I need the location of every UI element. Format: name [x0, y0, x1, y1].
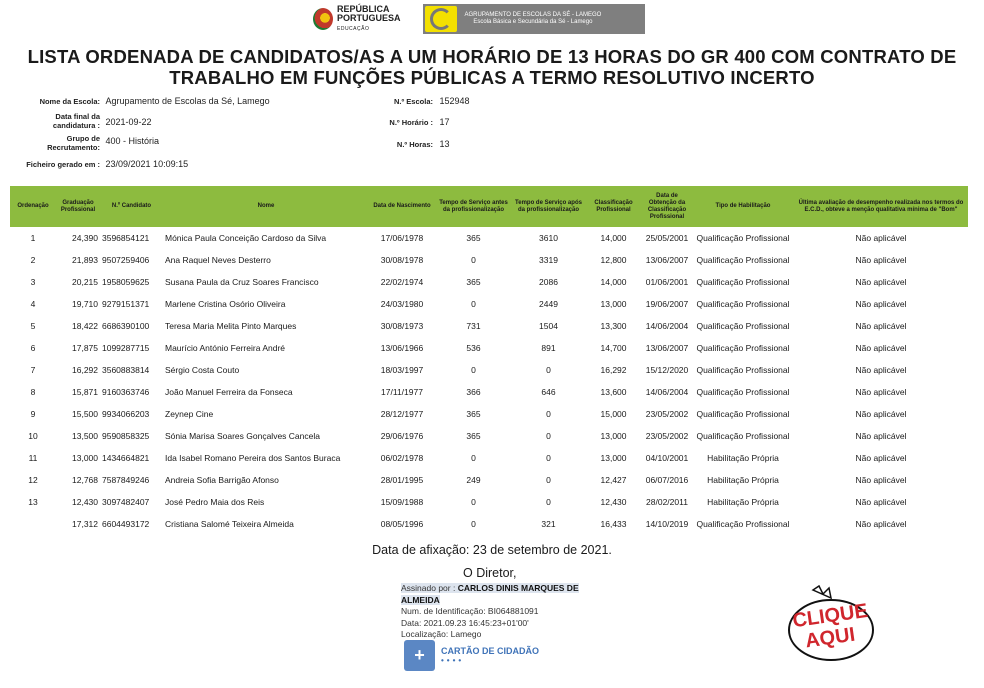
table-cell: 7	[30, 365, 36, 375]
table-header-row	[10, 186, 968, 227]
table-cell: 28/01/1995	[380, 475, 424, 485]
table-cell: 25/05/2001	[645, 233, 689, 243]
table-body	[10, 227, 968, 535]
table-cell: Habilitação Própria	[707, 453, 779, 463]
table-cell: 01/06/2001	[645, 277, 689, 287]
table-cell: 0	[471, 255, 476, 265]
table-cell: Sónia Marisa Soares Gonçalves Cancela	[165, 431, 320, 441]
table-cell: 13/06/1966	[380, 343, 424, 353]
table-cell: 16,292	[72, 365, 98, 375]
table-cell: 20,215	[72, 277, 98, 287]
column-header: Data de Obtenção da Classificação Profissional	[642, 186, 692, 227]
table-cell: Não aplicável	[855, 431, 907, 441]
page-title: LISTA ORDENADA DE CANDIDATOS/AS A UM HORÁRIO DE 13 HORAS DO GR 400 COM CONTRATO DE TRABALHO EM FUNÇÕES PÚBLICAS A TERMO RESOLUTIVO INCERTO	[27, 46, 957, 88]
table-cell: 06/07/2016	[645, 475, 689, 485]
meta-escola	[20, 96, 270, 106]
table-cell: 19,710	[72, 299, 98, 309]
table-row	[10, 491, 968, 513]
horario-value: 17	[439, 117, 450, 127]
table-cell: Qualificação Profissional	[696, 277, 790, 287]
table-cell: 6686390100	[102, 321, 150, 331]
sig-prefix: Assinado por :	[401, 583, 456, 593]
table-row	[10, 469, 968, 491]
table-cell: 22/02/1974	[380, 277, 424, 287]
table-cell: Não aplicável	[855, 475, 907, 485]
table-cell: Qualificação Profissional	[696, 233, 790, 243]
meta-ficheiro	[6, 159, 188, 169]
table-cell: 13	[28, 497, 38, 507]
table-cell: Teresa Maria Melita Pinto Marques	[165, 321, 297, 331]
table-cell: 9507259406	[102, 255, 150, 265]
table-cell: 2449	[539, 299, 558, 309]
nescola-label: N.º Escola:	[393, 97, 433, 106]
table-cell: 13,000	[600, 453, 627, 463]
table-cell: 0	[546, 453, 551, 463]
table-cell: 13,000	[600, 431, 627, 441]
table-cell: 14/06/2004	[645, 387, 689, 397]
table-cell: 13,000	[72, 453, 98, 463]
table-cell: Não aplicável	[855, 453, 907, 463]
table-row	[10, 425, 968, 447]
table-cell: Não aplicável	[855, 409, 907, 419]
cc-label: CARTÃO DE CIDADÃO	[441, 646, 539, 656]
rp-line2: PORTUGUESA	[337, 12, 401, 23]
table-cell: Maurício António Ferreira André	[165, 343, 286, 353]
school-emblem-icon	[425, 6, 457, 32]
table-cell: 3097482407	[102, 497, 150, 507]
rp-line1: REPÚBLICA	[337, 3, 390, 14]
grupo-value: 400 - História	[105, 136, 160, 146]
table-cell: 29/06/1976	[380, 431, 424, 441]
table-cell: Mónica Paula Conceição Cardoso da Silva	[165, 233, 327, 243]
table-cell: 2	[30, 255, 36, 265]
table-cell: 30/08/1978	[380, 255, 424, 265]
table-row	[10, 381, 968, 403]
table-cell: 1	[30, 233, 36, 243]
cartao-cidadao-icon: +	[404, 640, 435, 671]
table-cell: Não aplicável	[855, 233, 907, 243]
table-cell: 17,875	[72, 343, 98, 353]
table-cell: 17/06/1978	[380, 233, 424, 243]
table-cell: 23/05/2002	[645, 431, 689, 441]
table-cell: 365	[466, 277, 481, 287]
table-cell: 3	[30, 277, 36, 287]
column-header: Tempo de Serviço antes da profissionalização	[435, 186, 512, 227]
table-row	[10, 249, 968, 271]
horas-value: 13	[439, 139, 450, 149]
rp-sub: EDUCAÇÃO	[337, 25, 370, 32]
table-cell: 12,430	[72, 497, 98, 507]
hand-cursor-icon	[813, 586, 831, 598]
table-cell: José Pedro Maia dos Reis	[165, 497, 265, 507]
table-cell: 23/05/2002	[645, 409, 689, 419]
cartao-cidadao-logo	[404, 640, 539, 671]
table-cell: Não aplicável	[855, 365, 907, 375]
table-cell: João Manuel Ferreira da Fonseca	[165, 387, 293, 397]
column-header: Graduação Profissional	[56, 186, 100, 227]
table-cell: 28/02/2011	[646, 497, 688, 507]
table-cell: 19/06/2007	[645, 299, 689, 309]
table-cell: 15/12/2020	[645, 365, 689, 375]
horas-label: N.º Horas:	[396, 140, 433, 149]
cc-dots: ••••	[441, 656, 465, 665]
table-cell: Qualificação Profissional	[696, 519, 790, 529]
table-cell: 0	[471, 497, 476, 507]
table-cell: 1099287715	[102, 343, 150, 353]
meta-grupo	[20, 134, 159, 152]
table-row	[10, 359, 968, 381]
table-cell: Qualificação Profissional	[696, 343, 790, 353]
table-cell: 12,800	[600, 255, 627, 265]
column-header: N.º Candidato	[100, 186, 163, 227]
ficheiro-value: 23/09/2021 10:09:15	[105, 159, 189, 169]
table-cell: Zeynep Cine	[165, 409, 214, 419]
table-cell: 15,500	[72, 409, 98, 419]
table-cell: Ida Isabel Romano Pereira dos Santos Buraca	[165, 453, 341, 463]
table-cell: 13,300	[600, 321, 627, 331]
table-cell: 16,292	[600, 365, 627, 375]
table-cell: Não aplicável	[855, 255, 907, 265]
table-cell: Qualificação Profissional	[696, 299, 790, 309]
meta-horas	[380, 139, 450, 149]
sig-date: Data: 2021.09.23 16:45:23+01'00'	[401, 617, 529, 628]
table-cell: Qualificação Profissional	[696, 365, 790, 375]
table-cell: Habilitação Própria	[707, 497, 779, 507]
escola-label: Nome da Escola:	[39, 97, 100, 106]
table-cell: 9	[30, 409, 36, 419]
column-header: Classificação Profissional	[585, 186, 642, 227]
table-cell: 891	[541, 343, 556, 353]
column-header: Tipo de Habilitação	[692, 186, 794, 227]
table-cell: 1958059625	[102, 277, 150, 287]
table-cell: 536	[466, 343, 481, 353]
table-cell: 731	[466, 321, 481, 331]
table-cell: Qualificação Profissional	[696, 409, 790, 419]
table-cell: 06/02/1978	[380, 453, 424, 463]
table-row	[10, 337, 968, 359]
ficheiro-label: Ficheiro gerado em :	[26, 160, 100, 169]
table-cell: 16,433	[600, 519, 627, 529]
agrup-line2: Escola Básica e Secundária da Sé - Lamego	[473, 19, 593, 25]
table-cell: 12,768	[72, 475, 98, 485]
table-cell: 8	[30, 387, 36, 397]
column-header: Ordenação	[10, 186, 56, 227]
table-cell: 13,600	[600, 387, 627, 397]
table-cell: 6604493172	[102, 519, 150, 529]
table-cell: Não aplicável	[855, 277, 907, 287]
candidates-table	[10, 186, 968, 535]
table-cell: Não aplicável	[855, 321, 907, 331]
coat-of-arms-icon	[313, 8, 333, 30]
table-row	[10, 227, 968, 249]
table-cell: 14/10/2019	[645, 519, 689, 529]
table-cell: 9590858325	[102, 431, 150, 441]
table-cell: 646	[541, 387, 556, 397]
meta-data	[20, 112, 152, 130]
table-cell: 18/03/1997	[380, 365, 424, 375]
table-cell: 249	[466, 475, 481, 485]
table-row	[10, 293, 968, 315]
table-row	[10, 271, 968, 293]
table-cell: 08/05/1996	[380, 519, 424, 529]
table-cell: 5	[30, 321, 36, 331]
table-cell: 13,000	[600, 299, 627, 309]
table-cell: 1434664821	[102, 453, 150, 463]
table-cell: 24/03/1980	[380, 299, 424, 309]
table-row	[10, 447, 968, 469]
table-cell: Não aplicável	[855, 343, 907, 353]
table-cell: Não aplicável	[855, 299, 907, 309]
table-cell: 3560883814	[102, 365, 150, 375]
table-cell: 2086	[539, 277, 558, 287]
table-cell: 0	[471, 365, 476, 375]
meta-nescola	[380, 96, 470, 106]
table-cell: 3319	[539, 255, 558, 265]
republica-portuguesa-logo	[313, 5, 401, 34]
table-cell: 6	[30, 343, 36, 353]
clique-aqui-button[interactable]	[783, 584, 879, 664]
horario-label: N.º Horário :	[389, 118, 433, 127]
table-cell: 17,312	[72, 519, 98, 529]
table-cell: 1504	[539, 321, 558, 331]
table-cell: 365	[466, 233, 481, 243]
table-cell: 7587849246	[102, 475, 150, 485]
table-cell: 30/08/1973	[380, 321, 424, 331]
data-value: 2021-09-22	[105, 117, 152, 127]
table-cell: 15,871	[72, 387, 98, 397]
table-cell: 28/12/1977	[380, 409, 424, 419]
table-cell: Qualificação Profissional	[696, 255, 790, 265]
table-cell: Ana Raquel Neves Desterro	[165, 255, 271, 265]
nescola-value: 152948	[439, 96, 470, 106]
sig-name: CARLOS DINIS MARQUES DE ALMEIDA	[401, 583, 579, 605]
table-cell: 21,893	[72, 255, 98, 265]
grupo-label: Grupo de Recrutamento:	[47, 134, 100, 152]
table-cell: 0	[471, 299, 476, 309]
table-cell: 17/11/1977	[381, 387, 423, 397]
column-header: Data de Nascimento	[369, 186, 435, 227]
table-cell: Andreia Sofia Barrigão Afonso	[165, 475, 279, 485]
sig-id: Num. de Identificação: BI064881091	[401, 606, 539, 616]
table-cell: 3610	[539, 233, 558, 243]
table-cell: 14,000	[600, 277, 627, 287]
table-cell: 18,422	[72, 321, 98, 331]
column-header: Nome	[163, 186, 369, 227]
table-cell: 366	[466, 387, 481, 397]
agrup-line1: AGRUPAMENTO DE ESCOLAS DA SÉ - LAMEGO	[464, 12, 602, 18]
table-cell: 12,427	[600, 475, 627, 485]
table-row	[10, 513, 968, 535]
table-cell: 24,390	[72, 233, 98, 243]
table-cell: 0	[546, 497, 551, 507]
table-cell: Qualificação Profissional	[696, 387, 790, 397]
table-cell: 15,000	[600, 409, 627, 419]
table-cell: 321	[541, 519, 556, 529]
table-cell: Qualificação Profissional	[696, 431, 790, 441]
table-cell: Sérgio Costa Couto	[165, 365, 240, 375]
table-cell: 9279151371	[102, 299, 150, 309]
column-header: Tempo de Serviço após da profissionalização	[512, 186, 585, 227]
table-cell: 4	[30, 299, 36, 309]
table-row	[10, 403, 968, 425]
table-cell: 10	[28, 431, 38, 441]
meta-horario	[380, 117, 450, 127]
table-cell: 14,700	[600, 343, 627, 353]
table-cell	[10, 513, 56, 535]
table-cell: 12,430	[600, 497, 627, 507]
clique-text: CLIQUE	[791, 599, 870, 633]
table-cell: 11	[28, 453, 38, 463]
table-cell: Qualificação Profissional	[696, 321, 790, 331]
table-cell: 0	[546, 431, 551, 441]
table-cell: 365	[466, 431, 481, 441]
table-cell: 04/10/2001	[645, 453, 689, 463]
table-cell: 13/06/2007	[645, 343, 689, 353]
table-cell: Habilitação Própria	[707, 475, 779, 485]
aqui-text: AQUI	[803, 623, 857, 653]
table-cell: Não aplicável	[855, 519, 907, 529]
table-cell: 14/06/2004	[645, 321, 689, 331]
table-cell: 0	[471, 453, 476, 463]
table-cell: 3596854121	[102, 233, 150, 243]
table-cell: Cristiana Salomé Teixeira Almeida	[165, 519, 294, 529]
table-cell: 15/09/1988	[380, 497, 424, 507]
header-logos	[313, 4, 645, 34]
afixacao-date: Data de afixação: 23 de setembro de 2021.	[372, 543, 612, 557]
table-cell: Não aplicável	[855, 387, 907, 397]
escola-value: Agrupamento de Escolas da Sé, Lamego	[105, 96, 270, 106]
table-cell: Susana Paula da Cruz Soares Francisco	[165, 277, 319, 287]
table-cell: 12	[28, 475, 38, 485]
table-cell: 9160363746	[102, 387, 150, 397]
sig-location: Localização: Lamego	[401, 629, 482, 639]
column-header: Última avaliação de desempenho realizada nos termos do E.C.D., obteve a menção qualitativa mínima de "Bom"	[794, 186, 968, 227]
table-cell: 365	[466, 409, 481, 419]
table-cell: 0	[546, 409, 551, 419]
table-cell: 0	[546, 365, 551, 375]
agrupamento-logo	[423, 4, 645, 34]
table-cell: 0	[471, 519, 476, 529]
table-cell: 0	[546, 475, 551, 485]
table-cell: Marlene Cristina Osório Oliveira	[165, 299, 286, 309]
table-row	[10, 315, 968, 337]
table-cell: 14,000	[600, 233, 627, 243]
data-label: Data final da candidatura :	[52, 112, 100, 130]
table-cell: Não aplicável	[855, 497, 907, 507]
table-cell: 13/06/2007	[645, 255, 689, 265]
digital-signature	[401, 583, 601, 641]
table-cell: 13,500	[72, 431, 98, 441]
table-cell: 9934066203	[102, 409, 150, 419]
diretor-label: O Diretor,	[463, 566, 517, 580]
